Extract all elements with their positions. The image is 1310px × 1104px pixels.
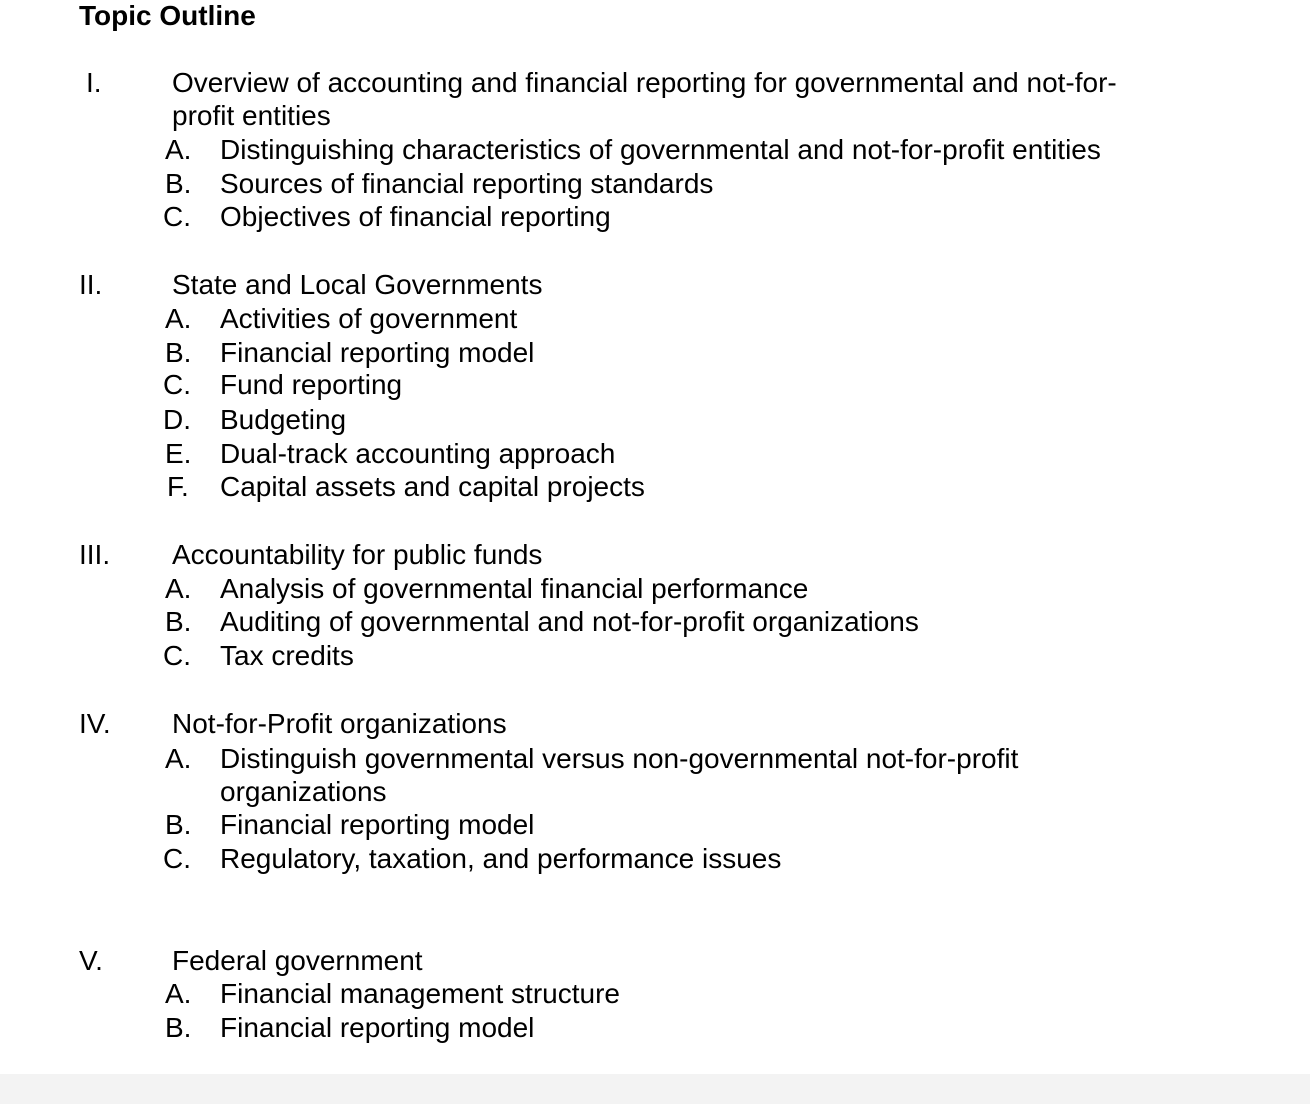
item-text: Capital assets and capital projects: [220, 471, 645, 502]
outline-item: [0, 605, 1310, 639]
outline-item: [0, 842, 1310, 876]
section-heading: Accountability for public funds: [172, 539, 543, 570]
outline-item: [0, 1011, 1310, 1045]
section-numeral: II.: [79, 269, 103, 300]
section-heading: Federal government: [172, 945, 423, 976]
item-letter: B.: [165, 809, 192, 840]
section-numeral: I.: [86, 67, 102, 98]
item-letter: A.: [165, 978, 192, 1009]
item-text: Financial reporting model: [220, 337, 535, 368]
item-letter: C.: [163, 843, 191, 874]
section-numeral: V.: [79, 945, 103, 976]
item-text: Financial management structure: [220, 978, 620, 1009]
item-letter: C.: [163, 369, 191, 400]
item-text: Fund reporting: [220, 369, 403, 400]
outline-item: [0, 336, 1310, 370]
item-text: Sources of financial reporting standards: [220, 168, 714, 199]
outline-item: [0, 302, 1310, 336]
outline-item: [0, 977, 1310, 1011]
item-letter: B.: [165, 606, 192, 637]
item-text: Distinguish governmental versus non-governmental not-for-profit organizations: [220, 743, 1019, 807]
outline-item: [0, 437, 1310, 471]
item-text: Objectives of financial reporting: [220, 201, 611, 232]
item-letter: A.: [165, 134, 192, 165]
item-text: Dual-track accounting approach: [220, 438, 616, 469]
outline-item: [0, 200, 1310, 234]
outline-item: [0, 639, 1310, 673]
item-text: Financial reporting model: [220, 1012, 535, 1043]
item-text: Tax credits: [220, 640, 354, 671]
outline-item: [0, 368, 1310, 402]
section-numeral: III.: [79, 539, 111, 570]
item-text: Budgeting: [220, 404, 347, 435]
item-letter: B.: [165, 1012, 192, 1043]
item-letter: F.: [167, 471, 189, 502]
item-letter: E.: [165, 438, 192, 469]
item-letter: A.: [165, 303, 192, 334]
item-text: Activities of government: [220, 303, 518, 334]
item-text: Distinguishing characteristics of governmental and not-for-profit entities: [220, 134, 1101, 165]
item-text: Analysis of governmental financial performance: [220, 573, 809, 604]
item-letter: A.: [165, 743, 192, 774]
outline-item: [0, 403, 1310, 437]
item-text: Financial reporting model: [220, 809, 535, 840]
item-letter: B.: [165, 337, 192, 368]
page-title: Topic Outline: [79, 0, 256, 31]
item-letter: D.: [163, 404, 191, 435]
outline-item: [0, 572, 1310, 606]
outline-item: [0, 742, 1310, 810]
section-heading: State and Local Governments: [172, 269, 543, 300]
item-letter: C.: [163, 640, 191, 671]
section-heading: Not-for-Profit organizations: [172, 708, 507, 739]
outline-item: [0, 167, 1310, 201]
item-letter: C.: [163, 201, 191, 232]
section-heading: Overview of accounting and financial reporting for governmental and not-for-profit entities: [172, 67, 1117, 131]
outline-item: [0, 133, 1310, 167]
section-numeral: IV.: [79, 708, 111, 739]
item-letter: A.: [165, 573, 192, 604]
item-text: Auditing of governmental and not-for-profit organizations: [220, 606, 919, 637]
page-bottom-margin: [0, 1074, 1310, 1104]
item-letter: B.: [165, 168, 192, 199]
item-text: Regulatory, taxation, and performance issues: [220, 843, 782, 874]
outline-item: [0, 470, 1310, 504]
outline-item: [0, 808, 1310, 842]
